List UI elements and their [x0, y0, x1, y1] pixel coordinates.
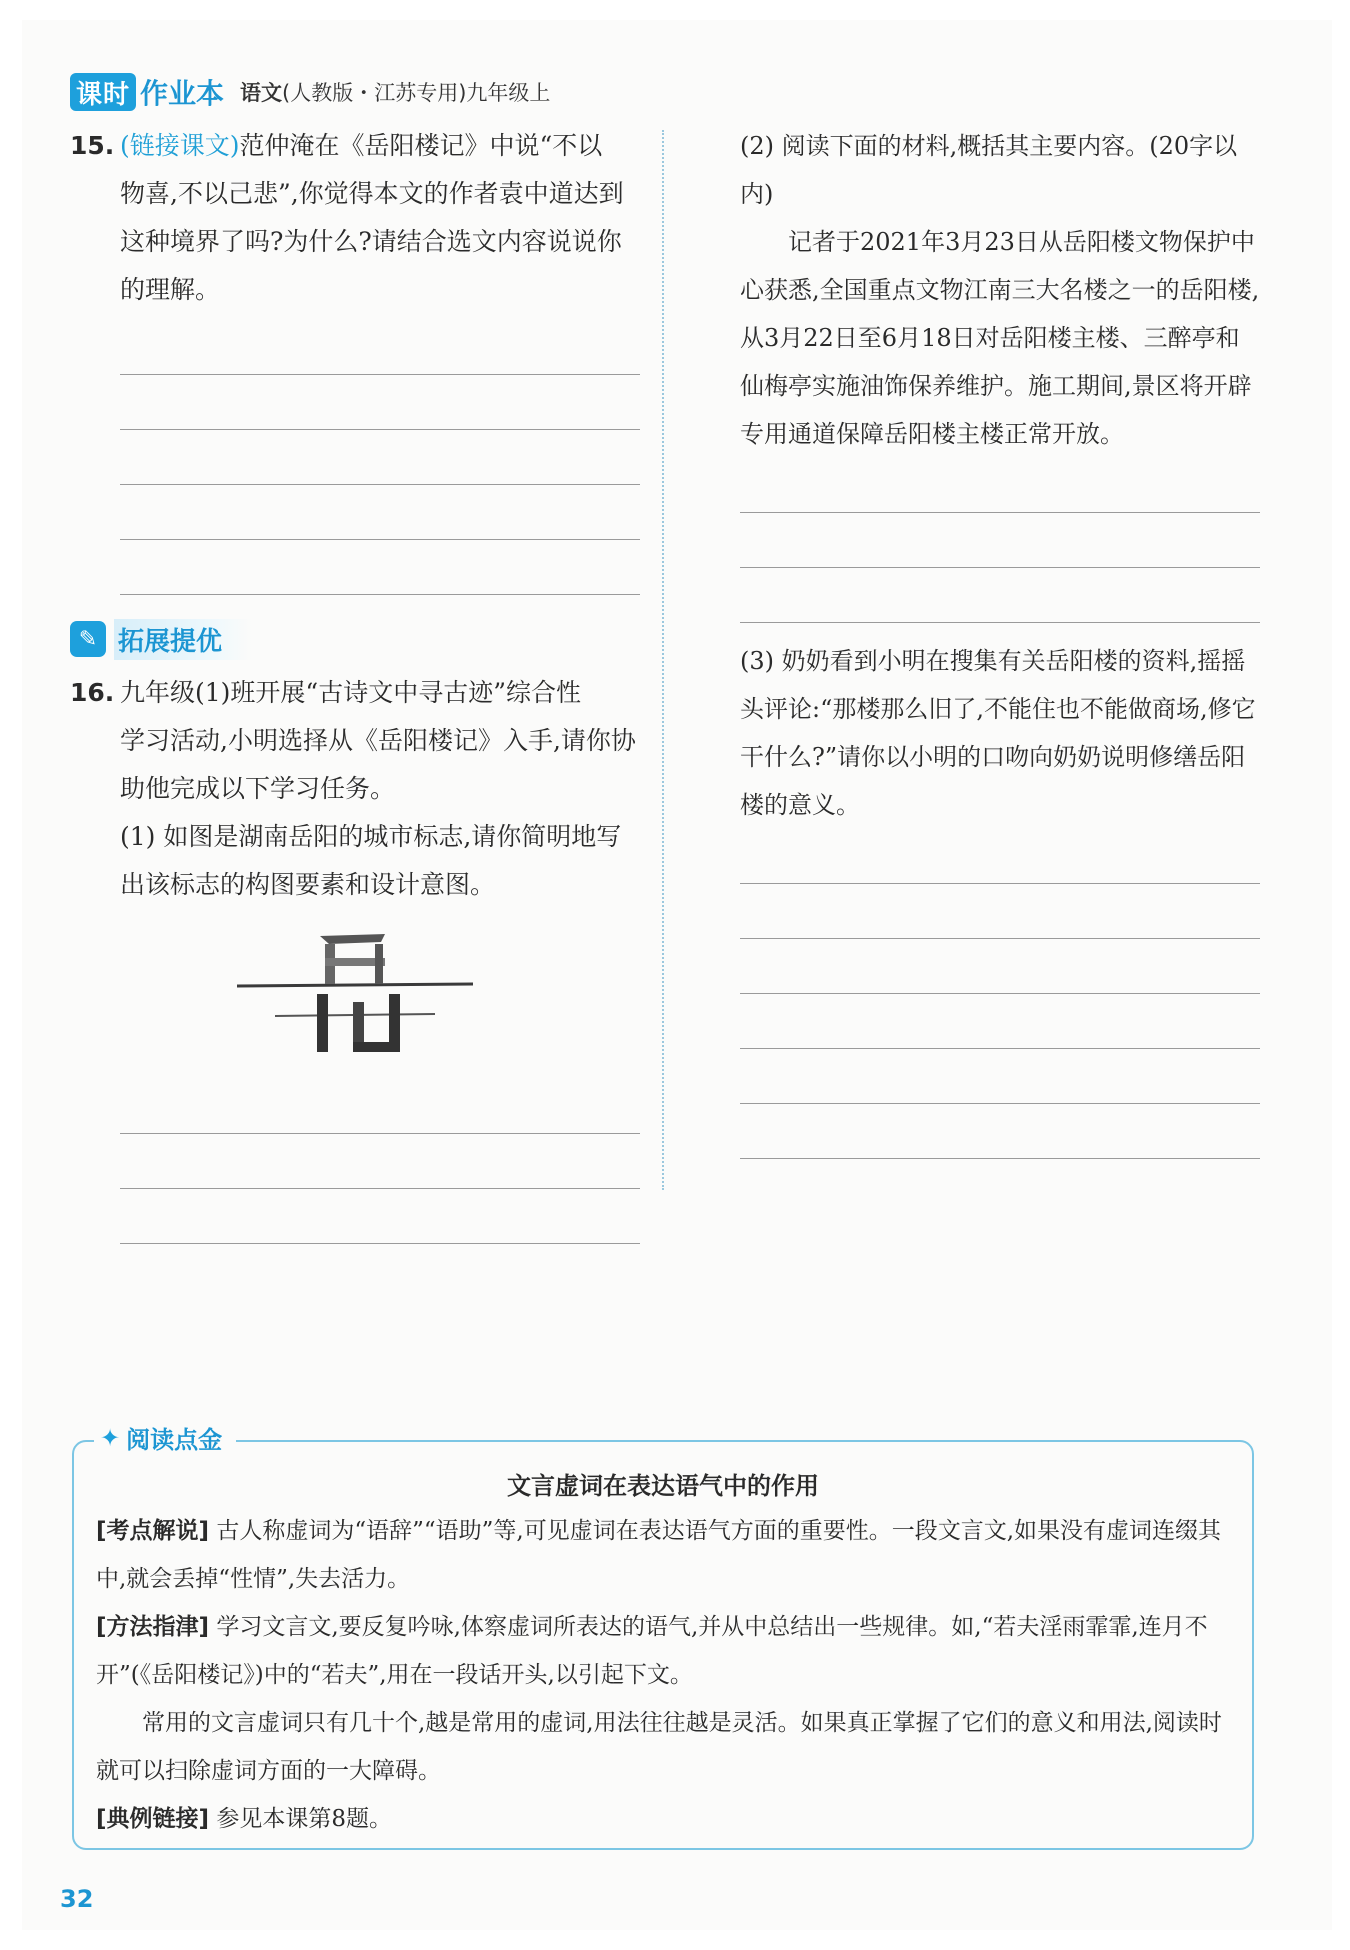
- header-subtitle: [240, 77, 550, 107]
- answer-line[interactable]: [740, 458, 1260, 513]
- section-header: [70, 617, 640, 661]
- answer-line[interactable]: [120, 430, 640, 485]
- sparkle-icon: ✦: [100, 1423, 121, 1452]
- tip-label-2: [方法指津]: [96, 1614, 210, 1640]
- question-15-tag: (链接课文): [120, 131, 240, 160]
- question-16-part-3: (3) 奶奶看到小明在搜集有关岳阳楼的资料,摇摇头评论:“那楼那么旧了,不能住也不能做商场,修它干什么?”请你以小明的口吻向奶奶说明修缮岳阳楼的意义。: [740, 647, 1256, 819]
- answer-lines-16-2: [740, 458, 1260, 623]
- tip-paragraph-3: 常用的文言虚词只有几十个,越是常用的虚词,用法往往越是灵活。如果真正掌握了它们的意义和用法,阅读时就可以扫除虚词方面的一大障碍。: [96, 1710, 1222, 1784]
- answer-line[interactable]: [740, 939, 1260, 994]
- question-16-text-first: 九年级(1)班开展“古诗文中寻古迹”综合性: [120, 678, 581, 707]
- yueyang-emblem-image: [225, 924, 485, 1074]
- answer-line[interactable]: [120, 1079, 640, 1134]
- pencil-icon: ✎: [70, 621, 106, 657]
- answer-line[interactable]: [740, 994, 1260, 1049]
- answer-lines-16-3: [740, 829, 1260, 1159]
- reading-tips-box: [72, 1423, 1254, 1850]
- question-16-number: 16.: [70, 678, 115, 707]
- tip-label-4: [典例链接]: [96, 1806, 210, 1832]
- header-edition: (人教版・江苏专用)九年级上: [282, 81, 551, 105]
- answer-line[interactable]: [740, 884, 1260, 939]
- answer-line[interactable]: [740, 568, 1260, 623]
- answer-lines-16-1: [120, 1079, 640, 1244]
- right-column: [740, 122, 1260, 1159]
- answer-line[interactable]: [120, 540, 640, 595]
- answer-line[interactable]: [120, 320, 640, 375]
- left-column: [70, 122, 640, 1244]
- reading-tips-label-text: 阅读点金: [126, 1426, 223, 1454]
- reading-tips-label: [94, 1420, 236, 1455]
- tip-text-1: 古人称虚词为“语辞”“语助”等,可见虚词在表达语气方面的重要性。一段文言文,如果没有虚词连缀其中,就会丢掉“性情”,失去活力。: [96, 1518, 1221, 1592]
- question-16-part-1: (1) 如图是湖南岳阳的城市标志,请你简明地写出该标志的构图要素和设计意图。: [120, 822, 622, 899]
- tip-text-2: 学习文言文,要反复吟咏,体察虚词所表达的语气,并从中总结出一些规律。如,“若夫淫雨霏霏,连月不开”(《岳阳楼记》)中的“若夫”,用在一段话开头,以引起下文。: [96, 1614, 1208, 1688]
- answer-line[interactable]: [120, 375, 640, 430]
- page-number: 32: [60, 1885, 94, 1913]
- answer-line[interactable]: [120, 1189, 640, 1244]
- answer-line[interactable]: [120, 485, 640, 540]
- answer-line[interactable]: [120, 1134, 640, 1189]
- question-16-material: 记者于2021年3月23日从岳阳楼文物保护中心获悉,全国重点文物江南三大名楼之一的岳阳楼,从3月22日至6月18日对岳阳楼主楼、三醉亭和仙梅亭实施油饰保养维护。施工期间,景区将开辟专用通道保障岳阳楼主楼正常开放。: [740, 228, 1260, 448]
- header-subject: 语文: [240, 81, 283, 105]
- logo-box: 课时: [70, 73, 136, 111]
- question-16: [70, 669, 640, 909]
- answer-lines-15: [120, 320, 640, 595]
- question-15-number: 15.: [70, 131, 115, 160]
- answer-line[interactable]: [740, 1049, 1260, 1104]
- question-16-part-2: (2) 阅读下面的材料,概括其主要内容。(20字以内): [740, 132, 1238, 208]
- reading-tips-title: 文言虚词在表达语气中的作用: [507, 1472, 819, 1500]
- reading-tips-body: [74, 1507, 1252, 1843]
- header: [70, 70, 550, 114]
- question-15-text-first: 范仲淹在《岳阳楼记》中说“不以: [239, 131, 603, 160]
- question-15-text-rest: 物喜,不以己悲”,你觉得本文的作者袁中道达到这种境界了吗?为什么?请结合选文内容说说你的理解。: [120, 179, 624, 304]
- yueyang-emblem: [70, 919, 640, 1079]
- column-divider: [662, 130, 664, 1190]
- logo-text: 作业本: [140, 77, 225, 110]
- tip-text-4: 参见本课第8题。: [216, 1806, 392, 1832]
- tip-label-1: [考点解说]: [96, 1518, 210, 1544]
- tip-paragraph-4: [96, 1795, 1230, 1843]
- answer-line[interactable]: [740, 829, 1260, 884]
- tip-paragraph-2: [96, 1603, 1230, 1699]
- question-15: [70, 122, 640, 314]
- question-16-text-rest: 学习活动,小明选择从《岳阳楼记》入手,请你协助他完成以下学习任务。: [120, 726, 636, 803]
- tip-paragraph-1: [96, 1507, 1230, 1603]
- section-title: 拓展提优: [114, 619, 252, 660]
- answer-line[interactable]: [740, 1104, 1260, 1159]
- answer-line[interactable]: [740, 513, 1260, 568]
